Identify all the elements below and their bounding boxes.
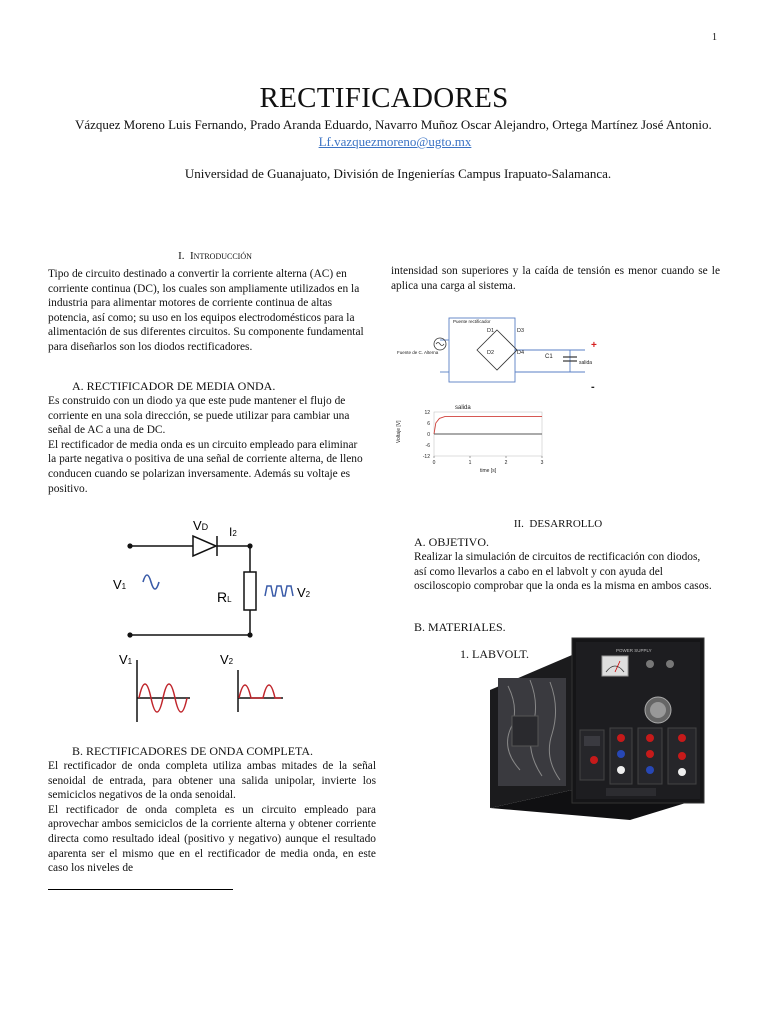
chart-y-tick-label: -6 [425,442,430,449]
affiliation: Universidad de Guanajuato, División de Ingenierías Campus Irapuato-Salamanca. [184,166,612,181]
vd-label: VD [193,518,209,533]
author-names: Vázquez Moreno Luis Fernando, Prado Aranda Eduardo, Navarro Muñoz Oscar Alejandro, Ortega Martínez José Antonio. [74,117,712,132]
section-1-heading: I. Introducción [178,250,252,262]
chart-x-tick-label: 0 [432,460,436,466]
output-voltage-chart [392,398,562,476]
chart-x-tick-label: 1 [468,460,472,466]
section-1-intro: Tipo de circuito destinado a convertir la corriente alterna (AC) en corriente continua (DC), los cuales son ampliamente utilizados en la industria para alimentar motores de corriente continua de altas potencia, así como; su uso en los equipos electrodomésticos para la alimentación de sus diferentes circuitos. Su componente fundamental para diseñarlos son los diodos rectificadores. [48,268,364,353]
v1-plot-label: V1 [119,652,133,667]
chart-y-tick-label: 6 [427,420,430,427]
v1-label: V1 [113,577,127,592]
output-wave-icon [265,586,293,596]
negative-terminal-label: - [591,381,595,393]
author-list [70,116,720,150]
subsection-a-heading: A. RECTIFICADOR DE MEDIA ONDA. [72,379,276,393]
v2-label: V2 [297,585,311,600]
d4-label: D4 [517,350,525,356]
input-sine-icon [143,575,159,589]
chart-y-axis-label: Voltaje [V] [396,420,402,443]
chart-y-tick-label: 12 [424,409,430,416]
subsection-a-text: Es construido con un diodo ya que este pude mantener el flujo de corriente en una sola dirección, se puede utilizar para cambiar una señal de AC a una de DC. El rectificador de media onda es un circuito empleado para eliminar la parte negativa o positiva de una señal de corriente alterna, de lleno conducen cuando se polarizan inversamente. Además su voltaje es positivo. [48,395,363,495]
i2-label: I2 [229,525,237,539]
footnote-separator [48,889,233,890]
c1-label: C1 [545,354,553,360]
objective-text: Realizar la simulación de circuitos de rectificación con diodos, así como llevarlos a cabo en el labvolt y con ayuda del osciloscopio comprobar que la onda es la misma en ambos casos. [414,551,712,593]
labvolt-device-image [480,630,712,826]
diode-bridge [477,330,517,370]
d1-label: D1 [487,328,495,334]
bridge-label: Puente rectificador [453,319,491,324]
chart-y-tick-label: 0 [427,431,430,438]
page-number: 1 [712,32,717,43]
section-2-heading: II. DESARROLLO [513,518,603,530]
chart-x-axis-label: time [s] [480,468,497,474]
author-email-link[interactable]: Lf.vazquezmoreno@ugto.mx [318,134,472,149]
column-2-continuation: intensidad son superiores y la caída de tensión es menor cuando se le aplica una carga al sistema. [391,265,720,292]
rl-label: RL [217,589,232,605]
paper-title: RECTIFICADORES [259,82,509,114]
v2-plot-label: V2 [220,652,234,667]
positive-terminal-label: + [591,340,597,351]
source-label: Fuente de C. Alterna [397,350,439,355]
d2-label: D2 [487,350,495,356]
chart-x-tick-label: 3 [540,460,544,466]
chart-x-tick-label: 2 [504,460,508,466]
material-item-1: 1. LABVOLT. [460,647,529,661]
half-wave-rectifier-figure [105,510,335,730]
d3-label: D3 [517,328,525,334]
bridge-rectifier-schematic [395,310,610,398]
subsection-b-heading: B. RECTIFICADORES DE ONDA COMPLETA. [72,744,314,758]
subsection-b-text: El rectificador de onda completa utiliza ambas mitades de la señal senoidal de entrada, para obtener una salida unipolar, invierte los semiciclos negativos de la onda senoidal. El rectificador de onda completa es un circuito empleado para aprovechar ambos semiciclos de la corriente alterna y obtener corriente directa como resultado ideal (positivo y negativo) aunque el resultado aparenta ser el mismo que en el rectificador de media onda, en este caso los niveles de [48,760,376,875]
output-label: salida [579,360,593,366]
chart-title: salida [455,405,471,411]
objective-heading: A. OBJETIVO. [414,535,489,549]
diode-symbol [193,536,216,556]
v2-halfwave [239,685,281,698]
materials-heading: B. MATERIALES. [414,620,506,634]
chart-y-tick-label: -12 [422,453,430,460]
power-supply-label: POWER SUPPLY [616,648,652,653]
chart-series-line-1 [434,417,542,434]
